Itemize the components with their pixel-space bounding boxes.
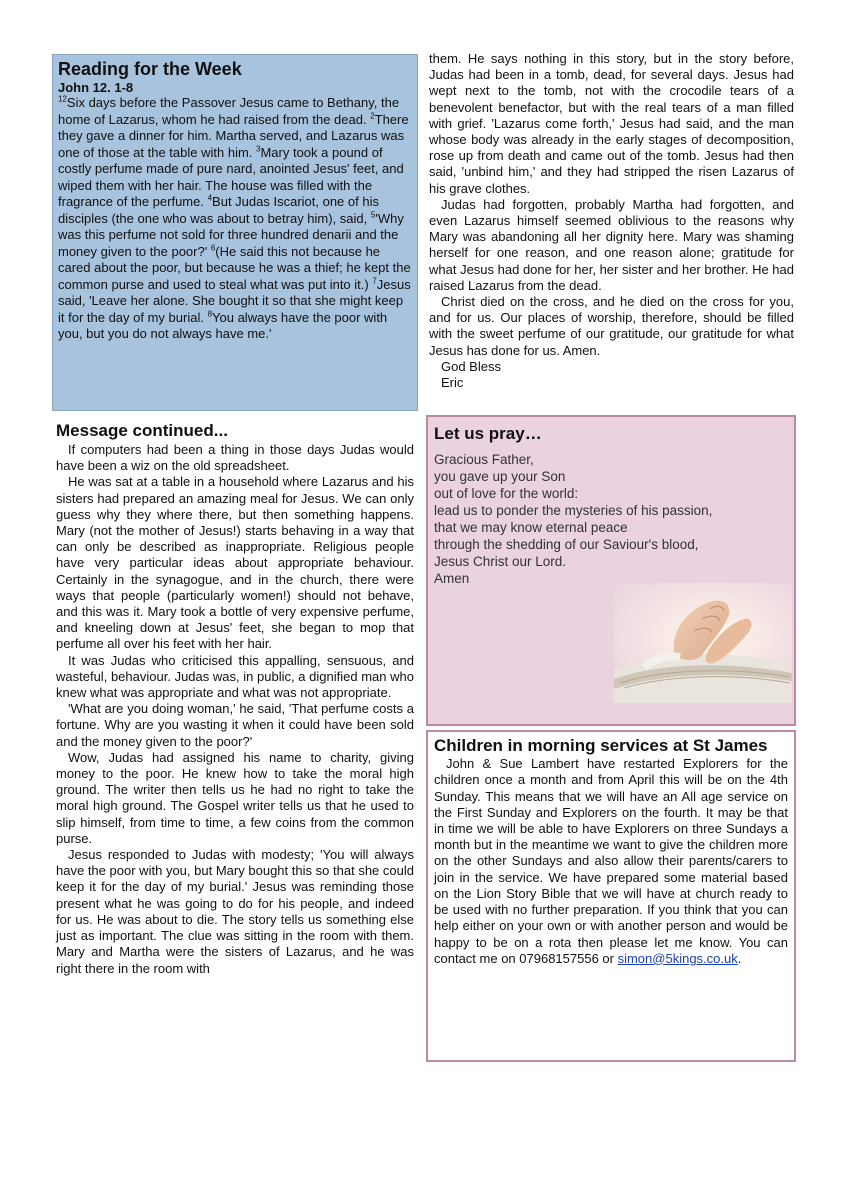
left-column (52, 54, 418, 977)
message-paragraph: Judas had forgotten, probably Martha had forgotten, and even Lazarus himself seemed oblivious to the reasons why Mary was abandoning all her dignity here. Mary was shaming herself for one reason, and one reason alone; gratitude for what Jesus had done for her, her sister and her brother. He had raised Lazarus from the dead. (429, 196, 794, 293)
verse (58, 95, 399, 127)
verse-text: Mary took a pound of costly perfume made of pure nard, anointed Jesus' feet, and wiped them with her hair. The house was filled with the fragrance of the perfume. (58, 144, 404, 209)
reading-reference: John 12. 1-8 (58, 80, 134, 95)
prayer-line: through the shedding of our Saviour's blood, (434, 537, 699, 553)
children-box (426, 730, 796, 1062)
verse-text: (He said this not because he cared about the poor, but because he was a thief; he kept the common purse and used to steal what was put into it.) (58, 243, 411, 292)
message-body (52, 442, 418, 977)
verse-number: 6 (210, 243, 216, 253)
verse-number: 4 (207, 193, 213, 203)
reading-box (52, 54, 418, 411)
children-body: John & Sue Lambert have restarted Explorers for the children once a month and from April this will be on the 4th Sunday. This means that we will have an All age service on the First Sunday and Explorers on the fourth. It may be that in time we will be able to have Explorers on three Sundays a month but in the meantime we want to give the children more on the other Sundays and also allow their parents/carers to join in the service. We have prepared some material based on the Lion Story Bible that we will have at church ready to be used with no further preparation. If you think that you can help either on your own or with another person and would be happy to be on a rota then please let me know. You can contact me on 07968157556 or (434, 756, 788, 966)
verse-text: You always have the poor with you, but you do not always have me.' (58, 309, 388, 341)
children-text-end: . (737, 950, 742, 966)
reading-title: Reading for the Week (58, 59, 242, 79)
prayer-line: Jesus Christ our Lord. (434, 554, 567, 570)
reading-verses (58, 95, 411, 343)
message-paragraph: He was sat at a table in a household where Lazarus and his sisters had prepared an amazing meal for Jesus. We can only guess why they where there, but then something happens. Mary (not the mother of Jesus!) starts behaving in a way that can only be described as inappropriate. Religious people have very particular ideas about appropriate behaviour. Certainly in the synagogue, and in the church, there were ways that people (particularly women!) should not behave, and this was it. Mary took a bottle of very expensive perfume, and kneeling down at Jesus' feet, she began to mop that perfume all over his feet with her hair. (56, 474, 414, 652)
email-link[interactable]: simon@5kings.co.uk (617, 950, 738, 966)
signoff: God Bless (441, 358, 501, 374)
message-section (52, 420, 418, 977)
prayer-line: you gave up your Son (434, 469, 566, 485)
verse-number: 8 (207, 309, 213, 319)
prayer-line: Gracious Father, (434, 452, 534, 468)
message-continuation (426, 51, 796, 391)
message-paragraph: It was Judas who criticised this appalling, sensuous, and wasteful, behaviour. Judas was, in public, a dignified man who knew what was appropriate and what was not appropriate. (56, 652, 414, 701)
prayer-line: Amen (434, 571, 470, 587)
verse-text: Six days before the Passover Jesus came to Bethany, the home of Lazarus, whom he had raised from the dead. (58, 95, 400, 127)
prayer-line: that we may know eternal peace (434, 520, 628, 536)
prayer-lines (434, 451, 788, 587)
author-name: Eric (441, 375, 464, 391)
right-column (426, 51, 796, 1062)
verse-text: 'Why was this perfume not sold for three hundred denarii and the money given to the poor?' (58, 210, 404, 259)
prayer-line: out of love for the world: (434, 486, 579, 502)
prayer-box (426, 415, 796, 726)
verse-number: 12 (58, 94, 67, 104)
children-text (434, 756, 788, 967)
verse-text: But Judas Iscariot, one of his disciples (the one who was about to betray him), said, (58, 194, 379, 226)
verse-number: 7 (372, 276, 377, 286)
verse-number: 5 (370, 210, 376, 220)
message-paragraph: them. He says nothing in this story, but in the story before, Judas had been in a tomb, dead, for several days. Jesus had wept next to the tomb, not with the crocodile tears of a benevolent benefactor, but with the real tears of a man filled with grief. 'Lazarus come forth,' Jesus had said, and the man whose body was already in the early stages of decomposition, rose up from death and came out of the tomb. Jesus had then said, 'unbind him,' and they had stripped the risen Lazarus of his grave clothes. (429, 51, 794, 196)
message-paragraph: Wow, Judas had assigned his name to charity, giving money to the poor. He knew how to take the moral high ground. The writer then tells us he had no right to take the moral high ground. The Gospel writer tells us that he used to slip himself, from time to time, a few coins from the common purse. (56, 749, 414, 846)
children-title: Children in morning services at St James (434, 736, 768, 756)
message-paragraph: Jesus responded to Judas with modesty; 'You will always have the poor with you, but Mary bought this so that she could keep it for the day of my burial.' Jesus was reminding those present what he was going to do for his people, and indeed for us. He was about to die. The story tells us something else just as important. The clue was sitting in the room with them. Mary and Martha were the sisters of Lazarus, and he was right there in the room with (56, 847, 414, 976)
message-title: Message continued... (56, 421, 228, 440)
prayer-line: lead us to ponder the mysteries of his passion, (434, 503, 713, 519)
verse-text: There they gave a dinner for him. Martha served, and Lazarus was one of those at the table with him. (58, 111, 409, 160)
verse-number: 3 (256, 144, 261, 154)
verse-number: 2 (370, 111, 375, 121)
message-paragraph: If computers had been a thing in those days Judas would have been a wiz on the old spreadsheet. (56, 442, 414, 474)
prayer-title: Let us pray… (434, 424, 542, 444)
message-paragraph: 'What are you doing woman,' he said, 'That perfume costs a fortune. Why are you wasting it when it could have been sold and the money given to the poor?' (56, 701, 414, 749)
message-paragraph: Christ died on the cross, and he died on the cross for you, and for us. Our places of worship, therefore, should be filled with the sweet perfume of our gratitude, our gratitude for what Jesus has done for us. Amen. (429, 294, 794, 358)
praying-hands-on-bible-icon (614, 583, 792, 703)
verse-text: Jesus said, 'Leave her alone. She bought it so that she might keep it for the day of my burial. (58, 276, 411, 325)
